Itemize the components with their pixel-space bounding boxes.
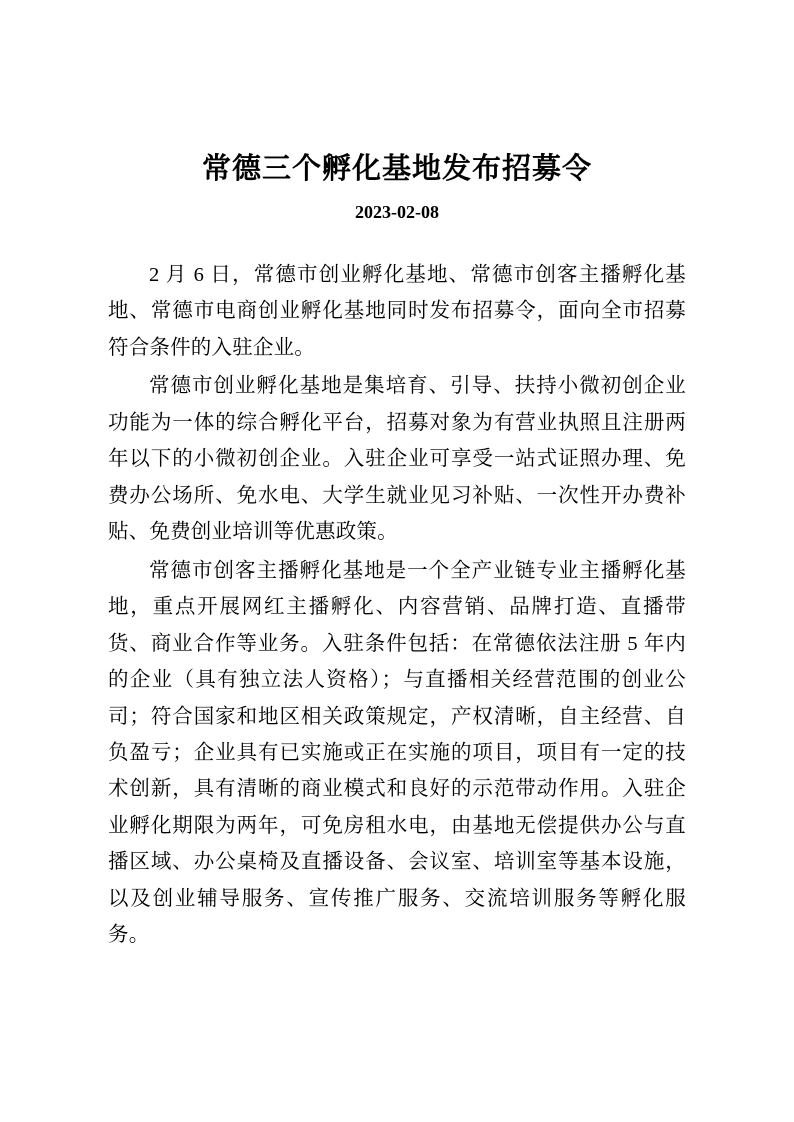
article-body (108, 257, 686, 954)
paragraph: 常德市创客主播孵化基地是一个全产业链专业主播孵化基地，重点开展网红主播孵化、内容营销、品牌打造、直播带货、商业合作等业务。入驻条件包括：在常德依法注册 5 年内的企业（具有独立法人资格）；与直播相关经营范围的创业公司；符合国家和地区相关政策规定，产权清晰，自主经营、自负盈亏；企业具有已实施或正在实施的项目，项目有一定的技术创新，具有清晰的商业模式和良好的示范带动作用。入驻企业孵化期限为两年，可免房租水电，由基地无偿提供办公与直播区域、办公桌椅及直播设备、会议室、培训室等基本设施，以及创业辅导服务、宣传推广服务、交流培训服务等孵化服务。 (108, 559, 686, 947)
publish-date: 2023-02-08 (355, 201, 439, 222)
paragraph: 常德市创业孵化基地是集培育、引导、扶持小微初创企业功能为一体的综合孵化平台，招募对象为有营业执照且注册两年以下的小微初创企业。入驻企业可享受一站式证照办理、免费办公场所、免水电、大学生就业见习补贴、一次性开办费补贴、免费创业培训等优惠政策。 (108, 375, 686, 544)
paragraph: 2 月 6 日，常德市创业孵化基地、常德市创客主播孵化基地、常德市电商创业孵化基地同时发布招募令，面向全市招募符合条件的入驻企业。 (108, 263, 686, 359)
page-title: 常德三个孵化基地发布招募令 (201, 151, 592, 185)
